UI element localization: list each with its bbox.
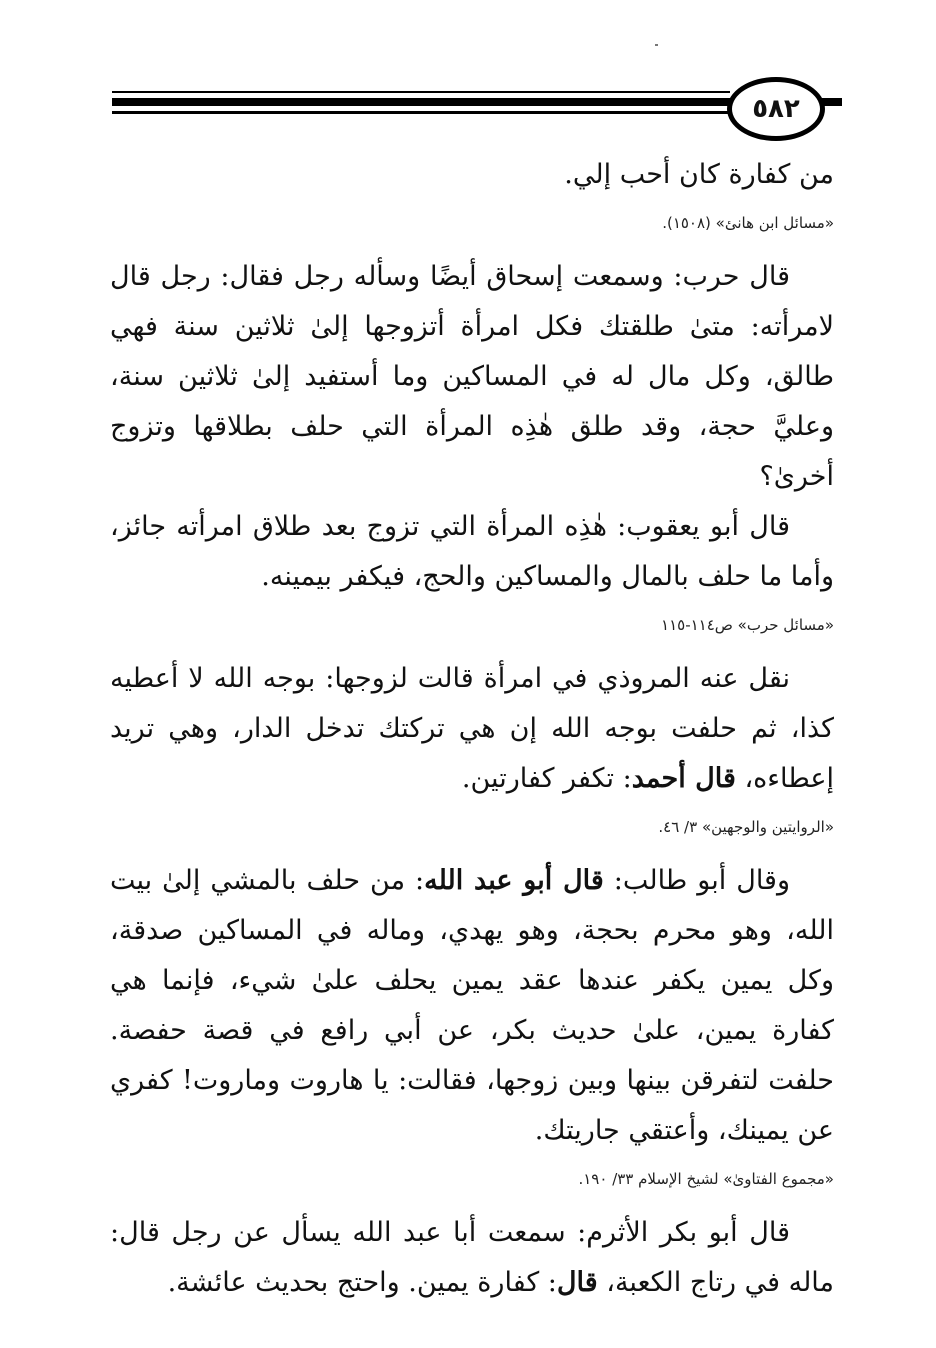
text-segment: : من حلف بالمشي إلىٰ بيت الله، وهو محرم بحجة، وهو يهدي، وماله في المساكين صدقة، وكل يمين يكفر عندها عقد يمين يحلف علىٰ شيء، فإنما هي كفارة يمين، علىٰ حديث بكر، عن أبي رافع في قصة حفصة. حلفت لتفرقن بينها وبين زوجها، فقالت: يا هاروت وماروت! كفري عن يمينك، وأعتقي جاريتك. — [110, 865, 834, 1146]
header-rule-bottom — [112, 111, 730, 114]
header-rule-tail — [822, 98, 842, 106]
text-segment: : تكفر كفارتين. — [461, 763, 632, 794]
text-segment: وقال أبو طالب: — [603, 865, 790, 896]
source-citation: «الروايتين والوجهين» ٣/ ٤٦. — [658, 818, 834, 836]
text-segment: : كفارة يمين. واحتج بحديث عائشة. — [167, 1267, 557, 1298]
text-segment: قال حرب: وسمعت إسحاق أيضًا وسأله رجل فقال: رجل قال لامرأته: متىٰ طلقتك فكل امرأة أتزوجها إلىٰ ثلاثين سنة فهي طالق، وكل مال له في المساكين وما أستفيد إلىٰ ثلاثين سنة، وعليَّ حجة، وقد طلق هٰذِه المرأة التي حلف بطلاقها وتزوج أخرىٰ؟ — [110, 261, 834, 492]
bold-speaker: قال — [556, 1267, 598, 1298]
bold-speaker: قال أحمد — [631, 763, 736, 794]
page-header — [0, 60, 936, 150]
page-content — [110, 150, 834, 1308]
bold-speaker: قال أبو عبد الله — [424, 865, 604, 896]
source-citation: «مجموع الفتاوىٰ» لشيخ الإسلام ٣٣/ ١٩٠. — [578, 1170, 834, 1188]
text-segment: نقل عنه المروذي في امرأة قالت لزوجها: بوجه الله لا أعطيه كذا، ثم حلفت بوجه الله إن هي تركتك تدخل الدار، وهي تريد إعطاءه، — [110, 663, 834, 794]
page-number: ٥٨٢ — [752, 94, 800, 124]
body-paragraph — [110, 150, 834, 200]
body-paragraph — [110, 502, 834, 602]
header-rule-thick — [112, 98, 730, 106]
body-paragraph — [110, 654, 834, 804]
body-paragraph — [110, 856, 834, 1156]
body-paragraph — [110, 1208, 834, 1308]
text-segment: قال أبو يعقوب: هٰذِه المرأة التي تزوج بعد طلاق امرأته جائز، وأما ما حلف بالمال والمساكين والحج، فيكفر بيمينه. — [110, 511, 834, 592]
body-paragraph — [110, 252, 834, 502]
text-segment: قال أبو بكر الأثرم: سمعت أبا عبد الله يسأل عن رجل قال: ماله في رتاج الكعبة، — [110, 1217, 834, 1298]
source-citation: «مسائل حرب» ص١١٤-١١٥ — [661, 616, 834, 634]
speck — [655, 44, 658, 46]
source-citation: «مسائل ابن هانئ» (١٥٠٨). — [662, 214, 834, 232]
text-segment: من كفارة كان أحب إلي. — [564, 159, 834, 190]
header-rule-top — [112, 91, 730, 93]
page-number-badge — [727, 77, 825, 141]
